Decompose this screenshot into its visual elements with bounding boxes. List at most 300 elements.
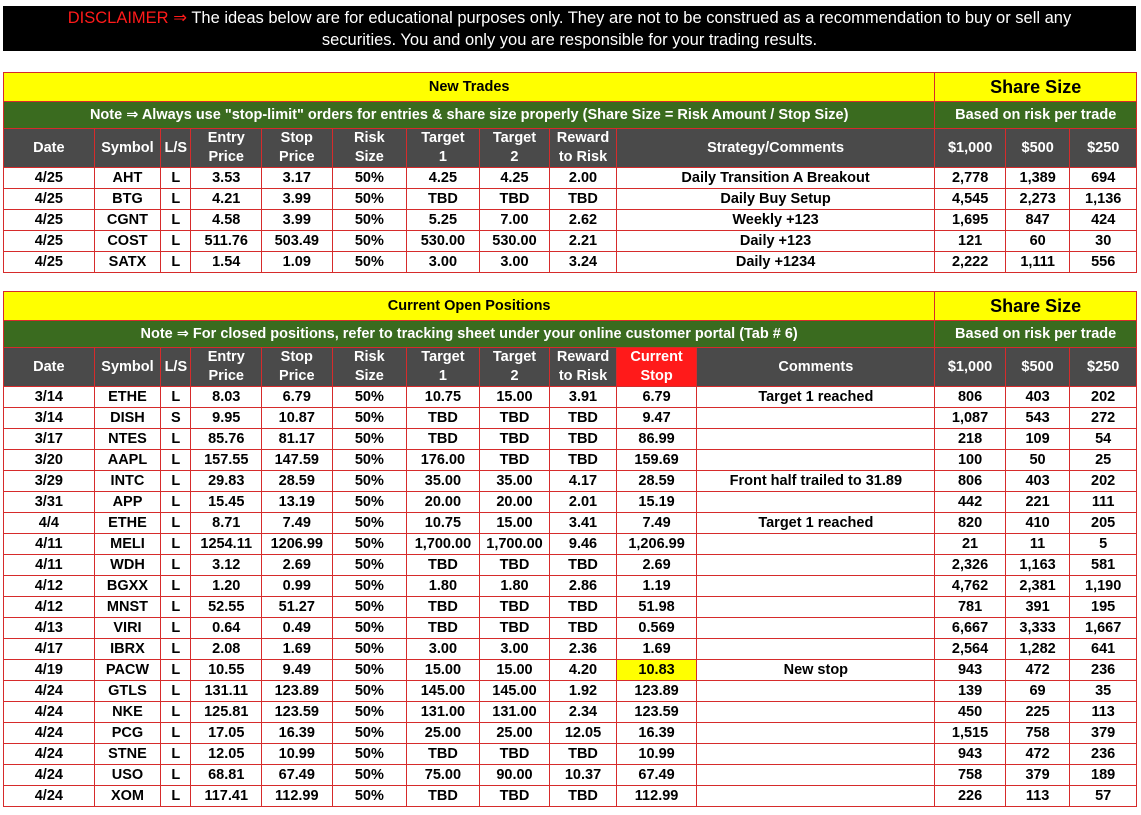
cell-stop: 51.27: [262, 597, 333, 618]
cell-target1: TBD: [407, 597, 480, 618]
cell-risk: 50%: [332, 702, 407, 723]
cell-comment: Target 1 reached: [697, 513, 935, 534]
cell-size-250: 1,667: [1070, 618, 1137, 639]
table-row: [4, 618, 1137, 639]
cell-ls: L: [161, 168, 191, 189]
cell-size-1000: 2,222: [935, 252, 1006, 273]
cell-date: 4/24: [4, 681, 95, 702]
cell-stop: 123.59: [262, 702, 333, 723]
cell-size-1000: 820: [935, 513, 1006, 534]
cell-comment: Daily Transition A Breakout: [616, 168, 935, 189]
cell-target1: TBD: [407, 744, 480, 765]
cell-risk: 50%: [332, 429, 407, 450]
cell-size-1000: 100: [935, 450, 1006, 471]
col-header-stop: Stop Price: [262, 348, 333, 387]
col-header-risk: Risk Size: [332, 129, 407, 168]
cell-size-250: 236: [1070, 744, 1137, 765]
cell-ls: L: [161, 597, 191, 618]
cell-symbol: XOM: [94, 786, 161, 807]
cell-stop: 147.59: [262, 450, 333, 471]
cell-size-1000: 226: [935, 786, 1006, 807]
cell-size-250: 195: [1070, 597, 1137, 618]
cell-reward-risk: TBD: [550, 450, 617, 471]
cell-comment: [697, 576, 935, 597]
cell-target2: 145.00: [479, 681, 550, 702]
cell-reward-risk: TBD: [550, 744, 617, 765]
cell-size-250: 5: [1070, 534, 1137, 555]
cell-target2: TBD: [479, 618, 550, 639]
cell-target2: TBD: [479, 597, 550, 618]
cell-date: 3/29: [4, 471, 95, 492]
cell-target2: 7.00: [479, 210, 550, 231]
cell-size-500: 847: [1005, 210, 1070, 231]
cell-target2: 3.00: [479, 639, 550, 660]
cell-risk: 50%: [332, 597, 407, 618]
cell-ls: L: [161, 252, 191, 273]
table-row: [4, 492, 1137, 513]
cell-date: 4/17: [4, 639, 95, 660]
cell-current-stop: 112.99: [616, 786, 697, 807]
cell-ls: L: [161, 765, 191, 786]
cell-size-250: 57: [1070, 786, 1137, 807]
cell-target1: 145.00: [407, 681, 480, 702]
table-row: [4, 231, 1137, 252]
cell-size-500: 472: [1005, 744, 1070, 765]
cell-stop: 28.59: [262, 471, 333, 492]
cell-stop: 1206.99: [262, 534, 333, 555]
cell-entry: 1.20: [191, 576, 262, 597]
cell-date: 3/14: [4, 408, 95, 429]
cell-size-500: 109: [1005, 429, 1070, 450]
cell-size-250: 1,136: [1070, 189, 1137, 210]
cell-reward-risk: 2.36: [550, 639, 617, 660]
cell-ls: L: [161, 639, 191, 660]
cell-size-500: 543: [1005, 408, 1070, 429]
cell-date: 4/25: [4, 252, 95, 273]
cell-target1: TBD: [407, 429, 480, 450]
cell-date: 4/12: [4, 597, 95, 618]
cell-risk: 50%: [332, 252, 407, 273]
table-row: [4, 429, 1137, 450]
col-header-1000: $1,000: [935, 129, 1006, 168]
cell-stop: 81.17: [262, 429, 333, 450]
cell-entry: 15.45: [191, 492, 262, 513]
cell-ls: L: [161, 723, 191, 744]
cell-comment: [697, 450, 935, 471]
cell-risk: 50%: [332, 231, 407, 252]
cell-entry: 4.21: [191, 189, 262, 210]
cell-reward-risk: 4.20: [550, 660, 617, 681]
cell-size-500: 11: [1005, 534, 1070, 555]
cell-entry: 131.11: [191, 681, 262, 702]
col-header-reward-risk: Reward to Risk: [550, 348, 617, 387]
cell-target2: 25.00: [479, 723, 550, 744]
cell-size-500: 2,381: [1005, 576, 1070, 597]
cell-ls: L: [161, 576, 191, 597]
cell-target1: TBD: [407, 618, 480, 639]
cell-comment: [697, 534, 935, 555]
cell-comment: [697, 639, 935, 660]
cell-date: 4/19: [4, 660, 95, 681]
cell-size-1000: 6,667: [935, 618, 1006, 639]
cell-reward-risk: 4.17: [550, 471, 617, 492]
cell-current-stop: 6.79: [616, 387, 697, 408]
table-row: [4, 450, 1137, 471]
cell-date: 4/12: [4, 576, 95, 597]
arrow-icon: ⇒: [173, 9, 188, 27]
cell-risk: 50%: [332, 471, 407, 492]
table-row: [4, 639, 1137, 660]
cell-ls: L: [161, 387, 191, 408]
cell-target2: 35.00: [479, 471, 550, 492]
cell-target1: TBD: [407, 189, 480, 210]
cell-size-500: 60: [1005, 231, 1070, 252]
cell-reward-risk: 3.41: [550, 513, 617, 534]
cell-risk: 50%: [332, 210, 407, 231]
cell-date: 4/13: [4, 618, 95, 639]
col-header-date: Date: [4, 348, 95, 387]
cell-target2: 4.25: [479, 168, 550, 189]
cell-date: 4/25: [4, 189, 95, 210]
cell-target1: TBD: [407, 408, 480, 429]
cell-date: 3/17: [4, 429, 95, 450]
cell-symbol: APP: [94, 492, 161, 513]
disclaimer-line-1: [3, 7, 1136, 29]
cell-reward-risk: 2.62: [550, 210, 617, 231]
risk-note: Based on risk per trade: [935, 102, 1137, 129]
cell-reward-risk: 2.00: [550, 168, 617, 189]
cell-entry: 3.53: [191, 168, 262, 189]
open-positions-table: [3, 291, 1137, 807]
cell-ls: L: [161, 429, 191, 450]
table-row: [4, 471, 1137, 492]
cell-date: 4/24: [4, 765, 95, 786]
cell-entry: 8.71: [191, 513, 262, 534]
cell-size-1000: 781: [935, 597, 1006, 618]
cell-target2: TBD: [479, 189, 550, 210]
cell-stop: 13.19: [262, 492, 333, 513]
cell-symbol: COST: [94, 231, 161, 252]
cell-size-250: 641: [1070, 639, 1137, 660]
cell-stop: 3.99: [262, 210, 333, 231]
cell-comment: [697, 723, 935, 744]
cell-size-1000: 139: [935, 681, 1006, 702]
cell-risk: 50%: [332, 513, 407, 534]
cell-size-250: 111: [1070, 492, 1137, 513]
table-row: [4, 660, 1137, 681]
cell-size-500: 1,282: [1005, 639, 1070, 660]
cell-size-250: 25: [1070, 450, 1137, 471]
cell-symbol: NKE: [94, 702, 161, 723]
table-row: [4, 723, 1137, 744]
cell-current-stop: 67.49: [616, 765, 697, 786]
cell-comment: Daily +123: [616, 231, 935, 252]
cell-current-stop: 123.59: [616, 702, 697, 723]
cell-risk: 50%: [332, 639, 407, 660]
cell-reward-risk: 3.91: [550, 387, 617, 408]
cell-ls: L: [161, 450, 191, 471]
cell-size-500: 221: [1005, 492, 1070, 513]
cell-size-1000: 758: [935, 765, 1006, 786]
cell-target2: TBD: [479, 555, 550, 576]
cell-current-stop: 159.69: [616, 450, 697, 471]
table-row: [4, 387, 1137, 408]
open-positions-title: Current Open Positions: [4, 292, 935, 321]
cell-risk: 50%: [332, 408, 407, 429]
cell-size-250: 272: [1070, 408, 1137, 429]
cell-symbol: PACW: [94, 660, 161, 681]
cell-entry: 125.81: [191, 702, 262, 723]
cell-ls: L: [161, 231, 191, 252]
cell-comment: Target 1 reached: [697, 387, 935, 408]
cell-size-1000: 806: [935, 387, 1006, 408]
cell-ls: L: [161, 618, 191, 639]
cell-target2: 20.00: [479, 492, 550, 513]
cell-risk: 50%: [332, 765, 407, 786]
cell-date: 4/25: [4, 168, 95, 189]
share-size-title: Share Size: [935, 292, 1137, 321]
cell-reward-risk: 9.46: [550, 534, 617, 555]
cell-size-1000: 1,695: [935, 210, 1006, 231]
cell-size-500: 2,273: [1005, 189, 1070, 210]
cell-comment: [697, 681, 935, 702]
cell-date: 4/24: [4, 702, 95, 723]
disclaimer-label: DISCLAIMER: [67, 9, 169, 27]
cell-size-250: 205: [1070, 513, 1137, 534]
cell-ls: L: [161, 555, 191, 576]
cell-symbol: BTG: [94, 189, 161, 210]
cell-comment: [697, 744, 935, 765]
cell-entry: 157.55: [191, 450, 262, 471]
cell-size-1000: 218: [935, 429, 1006, 450]
table-row: [4, 744, 1137, 765]
new-trades-table: [3, 72, 1137, 273]
cell-stop: 0.99: [262, 576, 333, 597]
col-header-symbol: Symbol: [94, 129, 161, 168]
cell-risk: 50%: [332, 168, 407, 189]
cell-reward-risk: 10.37: [550, 765, 617, 786]
cell-target2: 15.00: [479, 513, 550, 534]
cell-symbol: MELI: [94, 534, 161, 555]
cell-risk: 50%: [332, 744, 407, 765]
cell-target2: TBD: [479, 786, 550, 807]
cell-current-stop: 7.49: [616, 513, 697, 534]
cell-size-250: 694: [1070, 168, 1137, 189]
cell-target2: 90.00: [479, 765, 550, 786]
cell-current-stop: 10.83: [616, 660, 697, 681]
cell-size-1000: 4,545: [935, 189, 1006, 210]
cell-size-250: 35: [1070, 681, 1137, 702]
cell-target1: 1.80: [407, 576, 480, 597]
cell-size-500: 403: [1005, 471, 1070, 492]
cell-size-500: 225: [1005, 702, 1070, 723]
cell-entry: 68.81: [191, 765, 262, 786]
cell-target1: 1,700.00: [407, 534, 480, 555]
cell-risk: 50%: [332, 681, 407, 702]
cell-size-250: 556: [1070, 252, 1137, 273]
col-header-entry: Entry Price: [191, 129, 262, 168]
cell-target2: TBD: [479, 450, 550, 471]
cell-size-500: 1,163: [1005, 555, 1070, 576]
cell-comment: [697, 429, 935, 450]
cell-current-stop: 0.569: [616, 618, 697, 639]
col-header-250: $250: [1070, 348, 1137, 387]
cell-symbol: AAPL: [94, 450, 161, 471]
table-row: [4, 252, 1137, 273]
disclaimer-banner: [3, 6, 1136, 51]
cell-risk: 50%: [332, 534, 407, 555]
cell-target1: 10.75: [407, 513, 480, 534]
cell-target1: 10.75: [407, 387, 480, 408]
cell-symbol: SATX: [94, 252, 161, 273]
cell-risk: 50%: [332, 660, 407, 681]
cell-stop: 1.69: [262, 639, 333, 660]
cell-symbol: WDH: [94, 555, 161, 576]
cell-size-1000: 121: [935, 231, 1006, 252]
cell-symbol: VIRI: [94, 618, 161, 639]
cell-size-250: 202: [1070, 387, 1137, 408]
table-row: [4, 681, 1137, 702]
cell-target1: 3.00: [407, 639, 480, 660]
cell-size-500: 1,111: [1005, 252, 1070, 273]
cell-reward-risk: TBD: [550, 786, 617, 807]
cell-current-stop: 1,206.99: [616, 534, 697, 555]
cell-stop: 16.39: [262, 723, 333, 744]
cell-reward-risk: TBD: [550, 618, 617, 639]
cell-comment: [697, 492, 935, 513]
cell-target1: 131.00: [407, 702, 480, 723]
cell-current-stop: 28.59: [616, 471, 697, 492]
cell-size-250: 30: [1070, 231, 1137, 252]
cell-symbol: GTLS: [94, 681, 161, 702]
cell-reward-risk: 2.34: [550, 702, 617, 723]
cell-stop: 112.99: [262, 786, 333, 807]
cell-size-250: 202: [1070, 471, 1137, 492]
cell-date: 3/31: [4, 492, 95, 513]
cell-size-1000: 943: [935, 744, 1006, 765]
cell-symbol: USO: [94, 765, 161, 786]
cell-size-1000: 1,087: [935, 408, 1006, 429]
cell-reward-risk: 3.24: [550, 252, 617, 273]
cell-target1: TBD: [407, 786, 480, 807]
cell-size-1000: 442: [935, 492, 1006, 513]
col-header-target2: Target 2: [479, 129, 550, 168]
col-header-risk: Risk Size: [332, 348, 407, 387]
cell-reward-risk: 12.05: [550, 723, 617, 744]
col-header-1000: $1,000: [935, 348, 1006, 387]
disclaimer-text-2: securities. You and only you are responsible for your trading results.: [321, 31, 818, 49]
cell-comment: [697, 765, 935, 786]
cell-symbol: BGXX: [94, 576, 161, 597]
cell-size-500: 3,333: [1005, 618, 1070, 639]
cell-entry: 117.41: [191, 786, 262, 807]
cell-size-1000: 943: [935, 660, 1006, 681]
cell-target2: TBD: [479, 429, 550, 450]
cell-size-500: 1,389: [1005, 168, 1070, 189]
cell-ls: L: [161, 534, 191, 555]
cell-reward-risk: 2.01: [550, 492, 617, 513]
table-row: [4, 555, 1137, 576]
cell-entry: 0.64: [191, 618, 262, 639]
cell-symbol: CGNT: [94, 210, 161, 231]
cell-current-stop: 51.98: [616, 597, 697, 618]
cell-target1: 35.00: [407, 471, 480, 492]
cell-risk: 50%: [332, 450, 407, 471]
cell-stop: 10.99: [262, 744, 333, 765]
cell-stop: 6.79: [262, 387, 333, 408]
cell-date: 4/24: [4, 744, 95, 765]
cell-size-500: 379: [1005, 765, 1070, 786]
cell-size-250: 1,190: [1070, 576, 1137, 597]
cell-symbol: STNE: [94, 744, 161, 765]
cell-comment: Daily +1234: [616, 252, 935, 273]
cell-comment: Daily Buy Setup: [616, 189, 935, 210]
share-size-title: Share Size: [935, 73, 1137, 102]
cell-stop: 3.99: [262, 189, 333, 210]
col-header-stop: Stop Price: [262, 129, 333, 168]
table-row: [4, 210, 1137, 231]
cell-symbol: NTES: [94, 429, 161, 450]
table-row: [4, 408, 1137, 429]
cell-size-1000: 4,762: [935, 576, 1006, 597]
col-header-symbol: Symbol: [94, 348, 161, 387]
cell-size-250: 379: [1070, 723, 1137, 744]
cell-stop: 67.49: [262, 765, 333, 786]
cell-size-500: 69: [1005, 681, 1070, 702]
col-header-target1: Target 1: [407, 348, 480, 387]
cell-target1: 176.00: [407, 450, 480, 471]
cell-target2: 131.00: [479, 702, 550, 723]
cell-symbol: PCG: [94, 723, 161, 744]
cell-reward-risk: TBD: [550, 429, 617, 450]
col-header-date: Date: [4, 129, 95, 168]
cell-size-500: 391: [1005, 597, 1070, 618]
cell-target1: 75.00: [407, 765, 480, 786]
cell-comment: Weekly +123: [616, 210, 935, 231]
cell-comment: [697, 786, 935, 807]
col-header-reward-risk: Reward to Risk: [550, 129, 617, 168]
cell-comment: [697, 618, 935, 639]
cell-target1: 20.00: [407, 492, 480, 513]
cell-ls: L: [161, 744, 191, 765]
open-positions-header-row: [4, 348, 1137, 387]
cell-reward-risk: TBD: [550, 408, 617, 429]
cell-risk: 50%: [332, 786, 407, 807]
cell-size-1000: 450: [935, 702, 1006, 723]
cell-entry: 2.08: [191, 639, 262, 660]
col-header-ls: L/S: [161, 129, 191, 168]
cell-ls: S: [161, 408, 191, 429]
cell-target1: 5.25: [407, 210, 480, 231]
cell-ls: L: [161, 471, 191, 492]
col-header-comments: Comments: [697, 348, 935, 387]
cell-date: 4/25: [4, 210, 95, 231]
cell-symbol: IBRX: [94, 639, 161, 660]
cell-size-1000: 2,326: [935, 555, 1006, 576]
cell-risk: 50%: [332, 387, 407, 408]
cell-stop: 2.69: [262, 555, 333, 576]
cell-reward-risk: 2.86: [550, 576, 617, 597]
cell-ls: L: [161, 513, 191, 534]
cell-entry: 29.83: [191, 471, 262, 492]
col-header-target1: Target 1: [407, 129, 480, 168]
cell-date: 4/24: [4, 723, 95, 744]
cell-target2: 530.00: [479, 231, 550, 252]
disclaimer-text-1: The ideas below are for educational purposes only. They are not to be construed as a recommendation to buy or sell any: [191, 9, 1072, 27]
table-row: [4, 513, 1137, 534]
table-row: [4, 702, 1137, 723]
cell-date: 4/4: [4, 513, 95, 534]
